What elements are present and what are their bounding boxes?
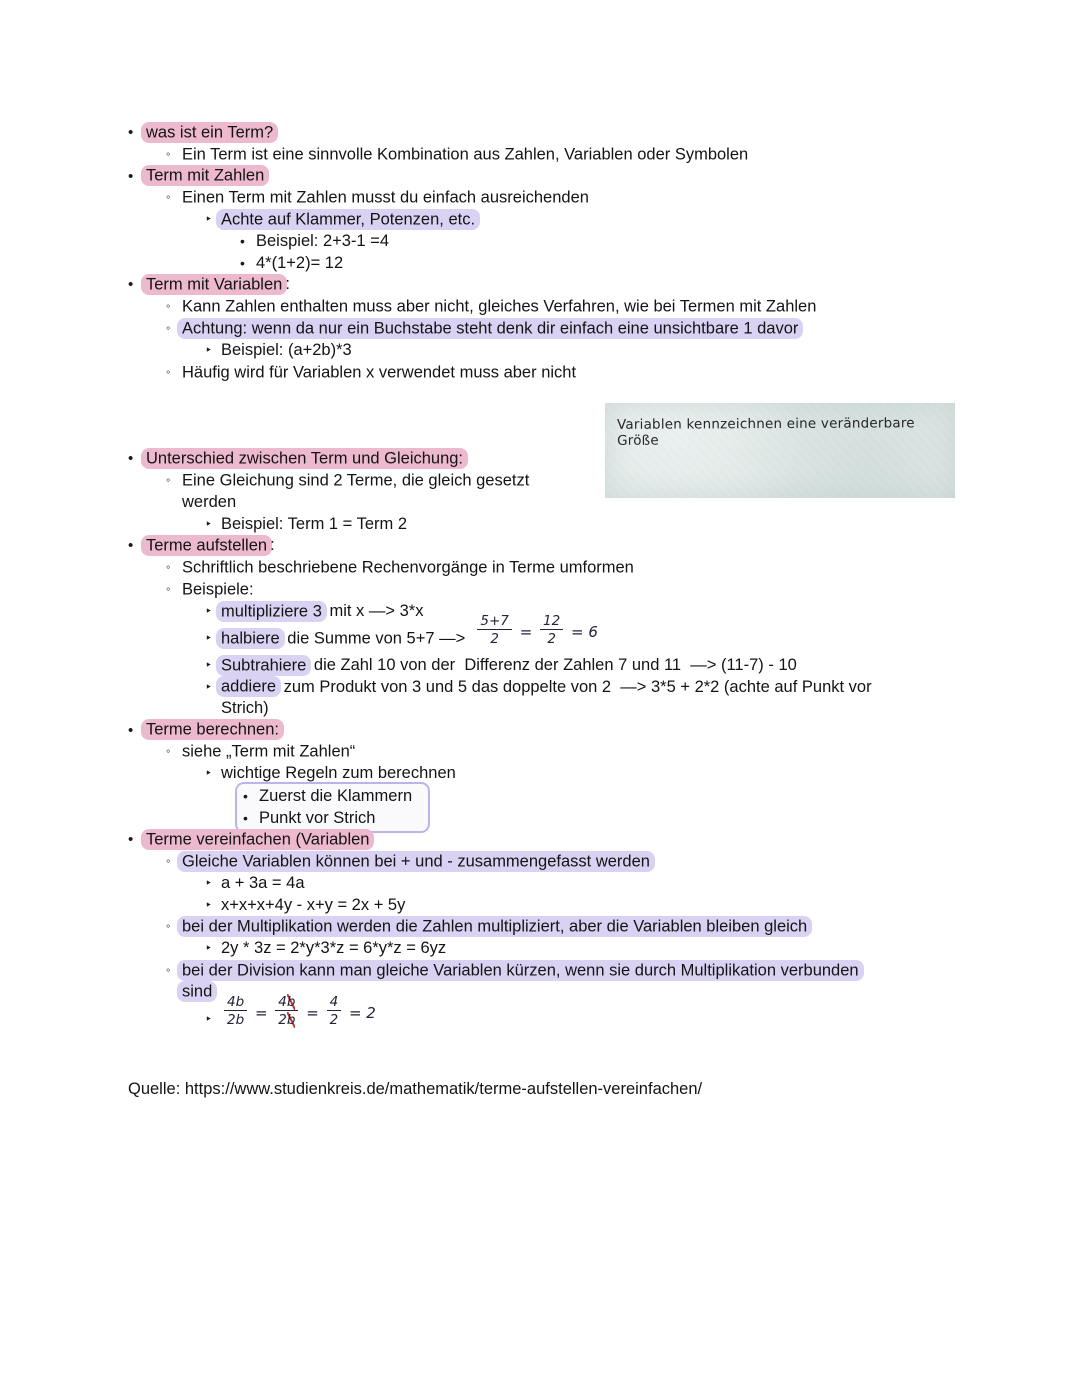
text-segment: : [270,536,275,555]
text-segment: x+x+x+4y - x+y = 2x + 5y [221,895,406,914]
circle-bullet-icon: ◦ [166,298,171,313]
fraction-denominator [540,630,563,646]
bullet-item-level-3 [0,514,1080,536]
circle-bullet-icon: ◦ [166,581,171,596]
highlighted-text: Term mit Zahlen [141,165,269,186]
highlighted-text: Achte auf Klammer, Potenzen, etc. [216,209,480,230]
fraction-numerator [540,614,563,631]
circle-bullet-icon: ◦ [166,559,171,574]
dot-bullet-icon: • [128,276,134,294]
triangle-bullet-icon: ‣ [205,604,213,619]
text-segment: Schriftlich beschriebene Rechenvorgänge in Terme umformen [182,558,634,577]
text-segment: a + 3a = 4a [221,873,305,892]
handwritten-fraction [224,995,247,1027]
handwritten-fraction [327,995,342,1027]
bullet-item-level-3 [0,655,1080,677]
highlighted-text: Unterschied zwischen Term und Gleichung: [141,448,468,469]
highlighted-text: Terme berechnen: [141,719,284,740]
text-segment: Ein Term ist eine sinnvolle Kombination aus Zahlen, Variablen oder Symbolen [182,145,749,164]
sticky-note [605,403,955,498]
fraction-numerator [477,614,512,631]
triangle-bullet-icon: ‣ [205,631,213,646]
triangle-bullet-icon: ‣ [205,679,213,694]
fraction-denominator [477,630,512,646]
bullet-item-level-2 [0,362,1080,384]
text-segment: Strich) [221,699,269,718]
text-segment: die Zahl 10 von der Differenz der Zahlen 7 und 11 —> (11-7) - 10 [309,656,797,674]
notes-list [0,122,1080,1101]
text-segment: : [285,275,290,294]
circle-bullet-icon: ◦ [166,146,171,161]
text-segment: Beispiel: Term 1 = Term 2 [221,514,408,533]
bullet-item-level-2 [0,960,1080,982]
highlighted-text: Gleiche Variablen können bei + und - zusammengefasst werden [177,851,655,872]
highlighted-text: Terme aufstellen [141,535,272,556]
fraction-part: 2 [547,630,556,647]
bullet-item-level-3 [0,677,1080,699]
circle-bullet-icon: ◦ [166,190,171,205]
bullet-item-level-1 [0,122,1080,144]
bullet-item-level-3 [0,873,1080,895]
bullet-item-level-2 [0,557,1080,579]
fraction-part: 2 [329,1011,339,1028]
bullet-item-level-1 [0,720,1080,742]
dot-bullet-icon: • [243,788,248,805]
fraction-part: 4 [329,993,339,1010]
triangle-bullet-icon: ‣ [205,766,213,781]
bullet-item-level-2 [0,187,1080,209]
bullet-item-level-3 [0,612,1080,655]
bullet-item-level-2 [0,144,1080,166]
crossed-out-variable: b [286,993,296,1010]
circle-bullet-icon: ◦ [166,320,171,335]
bullet-item-level-3 [0,209,1080,231]
fraction-denominator [224,1011,247,1027]
bullet-item-level-1 [0,166,1080,188]
circle-bullet-icon: ◦ [166,853,171,868]
source-url: https://www.studienkreis.de/mathematik/terme-aufstellen-vereinfachen/ [184,1080,703,1099]
circle-bullet-icon: ◦ [166,744,171,759]
triangle-bullet-icon: ‣ [205,342,213,357]
highlighted-text: Subtrahiere [216,655,311,676]
fraction-part: 5+7 [480,612,509,629]
continuation-line [0,982,1080,1004]
dot-bullet-icon: • [128,167,134,185]
bullet-item-level-3 [0,895,1080,917]
circle-bullet-icon: ◦ [166,473,171,487]
highlighted-text: bei der Multiplikation werden die Zahlen multipliziert, aber die Variablen bleiben gleich [177,916,812,937]
continuation-line [0,698,1080,720]
dot-bullet-icon: • [128,124,134,141]
fraction-numerator [327,995,342,1012]
fraction-part: 2 [490,630,499,647]
spacer [0,1036,1080,1058]
handwritten-text: = [514,623,538,642]
handwritten-text: = [301,1004,324,1023]
highlighted-text: addiere [216,676,281,697]
dot-bullet-icon: • [128,537,134,555]
text-segment: Beispiel: 2+3-1 =4 [256,231,390,250]
sticky-note-text: Variablen kennzeichnen eine veränderbare Größe [616,415,915,449]
handwritten-text: = [250,1004,273,1023]
bullet-item-level-1 [0,535,1080,557]
source-line [0,1079,1080,1101]
dot-bullet-icon: • [240,254,245,271]
highlighted-text: Term mit Variablen [141,274,287,295]
dot-bullet-icon: • [128,831,134,849]
dot-bullet-icon: • [240,232,245,249]
highlighted-text: was ist ein Term? [141,122,278,143]
fraction-part: 2 [278,1011,287,1028]
text-segment: die Summe von 5+7 —> [282,629,475,648]
fraction-denominator [327,1011,342,1027]
text-segment: Beispiel: (a+2b)*3 [221,340,352,359]
triangle-bullet-icon: ‣ [205,1012,213,1027]
text-segment: mit x —> 3*x [324,602,424,621]
bullet-item-level-1 [0,274,1080,296]
triangle-bullet-icon: ‣ [205,212,213,227]
bullet-item-level-3 [0,938,1080,960]
bullet-item-level-2 [0,318,1080,340]
text-segment: 2y * 3z = 2*y*3*z = 6*y*z = 6yz [221,939,447,958]
text-segment: Zuerst die Klammern [259,787,413,806]
circle-bullet-icon: ◦ [166,962,171,977]
text-segment: werden [182,493,237,512]
fraction-part: 4b [227,993,245,1010]
dot-bullet-icon: • [243,809,248,826]
fraction-part: 2b [227,1011,245,1028]
text-segment: Eine Gleichung sind 2 Terme, die gleich gesetzt [182,471,530,490]
bullet-item-level-4 [237,808,412,830]
dot-bullet-icon: • [128,450,134,468]
triangle-bullet-icon: ‣ [205,941,213,956]
handwritten-text: = 6 [566,623,598,642]
bullet-item-level-3 [0,993,1080,1036]
bullet-item-level-2 [0,916,1080,938]
text-segment: wichtige Regeln zum berechnen [221,764,456,783]
text-segment: 4*(1+2)= 12 [256,253,344,272]
triangle-bullet-icon: ‣ [205,875,213,890]
circle-bullet-icon: ◦ [166,364,171,379]
bullet-item-level-2 [0,851,1080,873]
crossed-out-variable: b [286,1011,296,1028]
bullet-item-level-2 [0,296,1080,318]
fraction-denominator [275,1011,298,1027]
circle-bullet-icon: ◦ [166,919,171,934]
handwritten-fraction [477,614,512,646]
fraction-numerator [224,995,247,1012]
text-segment: Kann Zahlen enthalten muss aber nicht, gleiches Verfahren, wie bei Termen mit Zahlen [182,297,817,316]
highlighted-text: multipliziere 3 [216,601,327,622]
fraction-part: 4 [278,993,287,1010]
fraction-part: 12 [543,612,561,629]
triangle-bullet-icon: ‣ [205,658,213,672]
bullet-item-level-2 [0,741,1080,763]
text-segment: Einen Term mit Zahlen musst du einfach ausreichenden [182,188,589,207]
text-segment: Häufig wird für Variablen x verwendet muss aber nicht [182,363,577,382]
spacer [0,1057,1080,1079]
highlighted-text: Achtung: wenn da nur ein Buchstabe steht denk dir einfach eine unsichtbare 1 davor [177,318,803,339]
highlighted-text: bei der Division kann man gleiche Variablen kürzen, wenn sie durch Multiplikation verbunden [177,960,864,981]
highlighted-text: sind [177,981,217,1002]
rules-box [235,782,430,833]
bullet-item-level-4 [237,786,412,808]
triangle-bullet-icon: ‣ [205,516,213,531]
text-segment: siehe „Term mit Zahlen“ [182,742,356,761]
text-segment: Punkt vor Strich [259,808,376,827]
text-segment: zum Produkt von 3 und 5 das doppelte von 2 —> 3*5 + 2*2 (achte auf Punkt vor [279,677,872,696]
bullet-item-level-4 [0,231,1080,253]
fraction-numerator [275,995,298,1012]
handwritten-fraction [540,614,563,646]
bullet-item-level-3 [0,340,1080,362]
triangle-bullet-icon: ‣ [205,897,213,912]
handwritten-text: = 2 [344,1004,376,1023]
bullet-item-level-4 [0,253,1080,275]
text-segment: Beispiele: [182,580,254,599]
dot-bullet-icon: • [128,721,134,739]
bullet-item-level-1 [0,829,1080,851]
highlighted-text: Terme vereinfachen (Variablen [141,829,374,850]
bullet-item-level-3 [0,763,1080,785]
bullet-item-level-2 [0,579,1080,601]
handwritten-fraction [275,995,298,1027]
text-segment: Quelle: [128,1080,185,1099]
highlighted-text: halbiere [216,628,285,649]
